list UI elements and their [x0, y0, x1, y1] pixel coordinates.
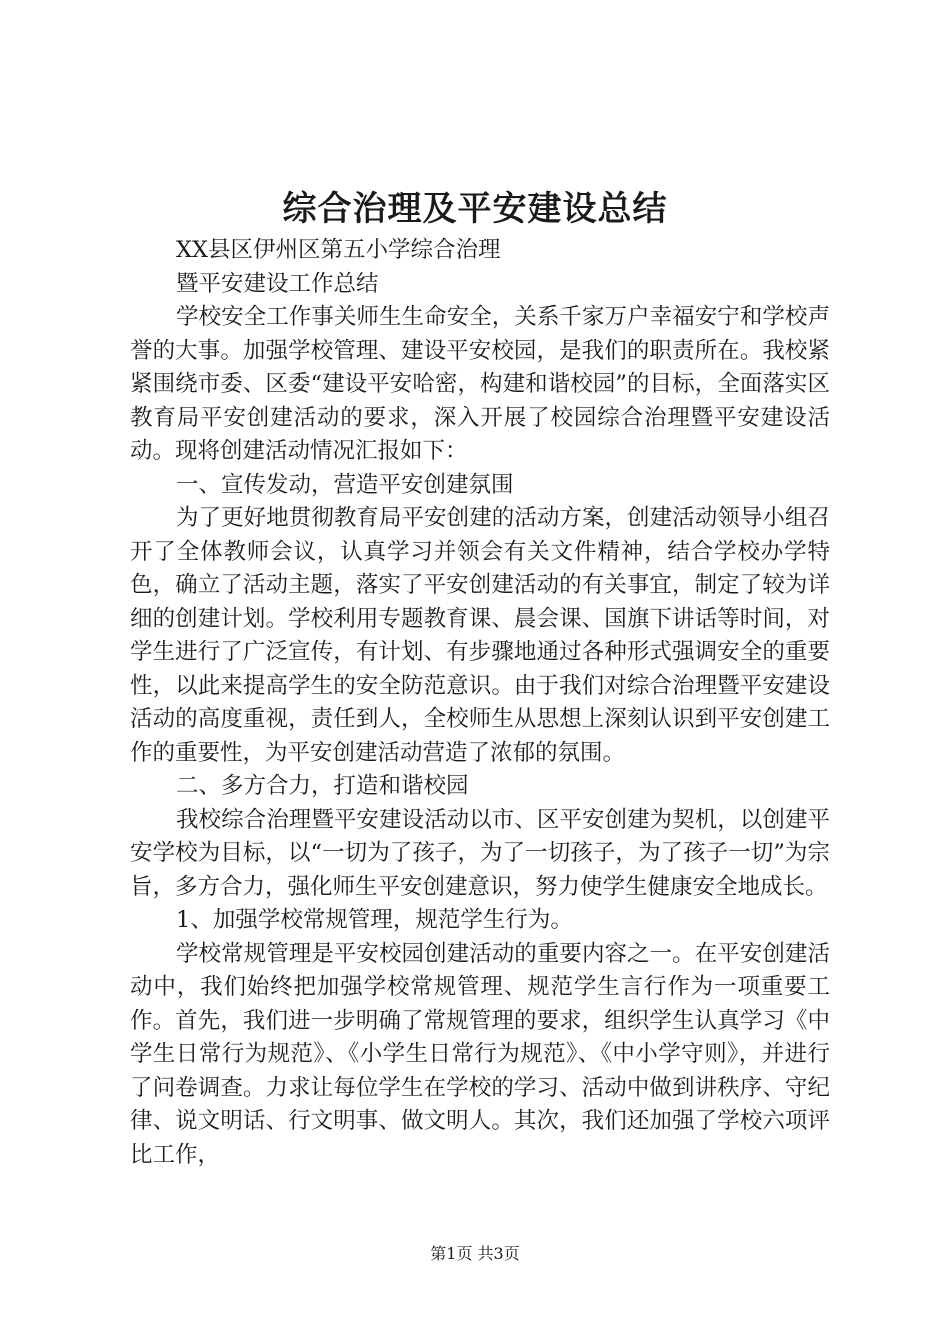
document-body — [130, 234, 830, 1172]
section-2-paragraph: 我校综合治理暨平安建设活动以市、区平安创建为契机，以创建平安学校为目标，以“一切为了孩子，为了一切孩子，为了孩子一切”为宗旨，多方合力，强化师生平安创建意识，努力使学生健康安全地成长。 — [130, 806, 830, 900]
section-heading-1: 一、宣传发动，营造平安创建氛围 — [176, 471, 514, 498]
section-heading-2: 二、多方合力，打造和谐校园 — [176, 773, 469, 799]
subtitle-line-1: XX县区伊州区第五小学综合治理 — [176, 237, 501, 263]
page-footer: 第1页 共3页 — [430, 1244, 520, 1263]
subtitle-line-2: 暨平安建设工作总结 — [176, 270, 379, 297]
subsection-heading-1: 1、加强学校常规管理，规范学生行为。 — [176, 907, 573, 933]
subsection-1-paragraph: 学校常规管理是平安校园创建活动的重要内容之一。在平安创建活动中，我们始终把加强学校常规管理、规范学生言行作为一项重要工作。首先，我们进一步明确了常规管理的要求，组织学生认真学习《中学生日常行为规范》、《小学生日常行为规范》、《中小学守则》，并进行了问卷调查。力求让每位学生在学校的学习、活动中做到讲秩序、守纪律、说文明话、行文明事、做文明人。其次，我们还加强了学校六项评比工作， — [130, 940, 830, 1168]
intro-paragraph: 学校安全工作事关师生生命安全，关系千家万户幸福安宁和学校声誉的大事。加强学校管理、建设平安校园，是我们的职责所在。我校紧紧围绕市委、区委“建设平安哈密，构建和谐校园”的目标，全面落实区教育局平安创建活动的要求，深入开展了校园综合治理暨平安建设活动。现将创建活动情况汇报如下： — [130, 304, 830, 464]
document-title: 综合治理及平安建设总结 — [282, 189, 668, 229]
section-1-paragraph: 为了更好地贯彻教育局平安创建的活动方案，创建活动领导小组召开了全体教师会议，认真学习并领会有关文件精神，结合学校办学特色，确立了活动主题，落实了平安创建活动的有关事宜，制定了较为详细的创建计划。学校利用专题教育课、晨会课、国旗下讲话等时间，对学生进行了广泛宣传，有计划、有步骤地通过各种形式强调安全的重要性，以此来提高学生的安全防范意识。由于我们对综合治理暨平安建设活动的高度重视，责任到人，全校师生从思想上深刻认识到平安创建工作的重要性，为平安创建活动营造了浓郁的氛围。 — [130, 505, 830, 766]
